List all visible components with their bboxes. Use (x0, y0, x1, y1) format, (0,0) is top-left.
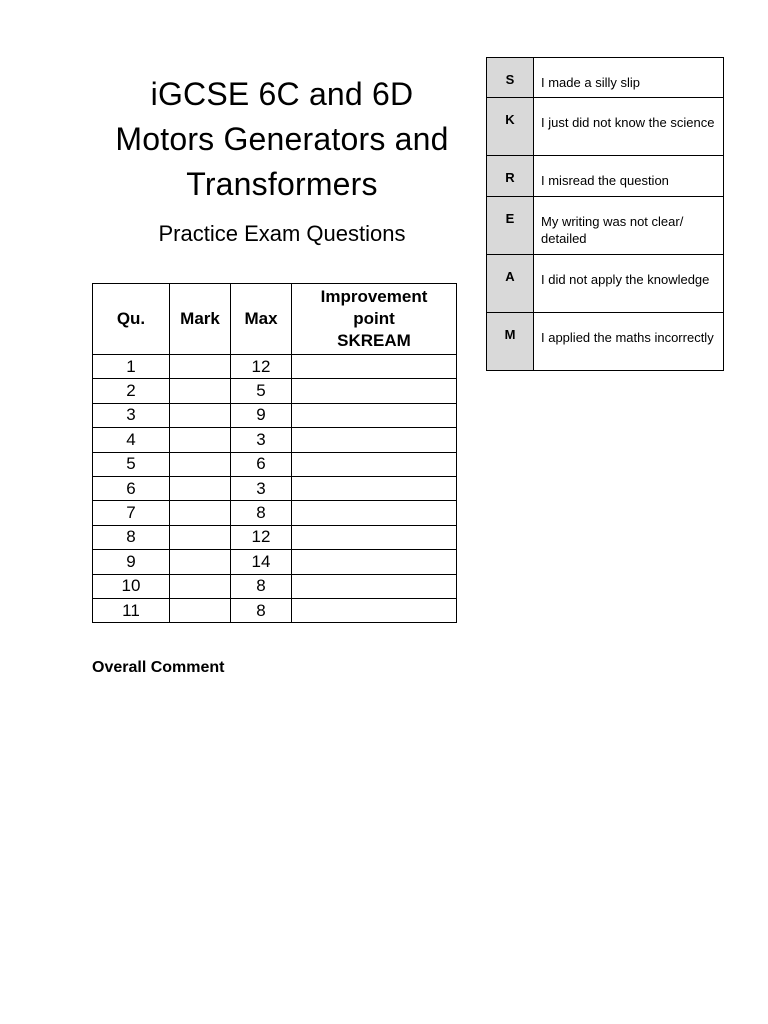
cell-max: 8 (231, 574, 292, 598)
table-row (93, 379, 457, 403)
cell-qu: 3 (93, 403, 170, 427)
cell-mark[interactable] (170, 452, 231, 476)
cell-mark[interactable] (170, 476, 231, 500)
cell-mark[interactable] (170, 379, 231, 403)
cell-qu: 7 (93, 501, 170, 525)
cell-max: 12 (231, 355, 292, 379)
cell-improvement[interactable] (292, 476, 457, 500)
cell-improvement[interactable] (292, 403, 457, 427)
cell-improvement[interactable] (292, 428, 457, 452)
cell-qu: 11 (93, 598, 170, 622)
key-row-s (487, 58, 724, 98)
table-row (93, 428, 457, 452)
table-row (93, 476, 457, 500)
cell-qu: 5 (93, 452, 170, 476)
key-row-e (487, 197, 724, 255)
cell-improvement[interactable] (292, 525, 457, 549)
cell-mark[interactable] (170, 403, 231, 427)
marks-table (92, 283, 457, 623)
cell-qu: 8 (93, 525, 170, 549)
marks-table-header-row (93, 284, 457, 355)
table-row (93, 403, 457, 427)
cell-mark[interactable] (170, 355, 231, 379)
table-row (93, 501, 457, 525)
cell-improvement[interactable] (292, 501, 457, 525)
cell-mark[interactable] (170, 525, 231, 549)
cell-max: 6 (231, 452, 292, 476)
key-code: A (487, 255, 534, 313)
header-improvement-line-3: SKREAM (337, 331, 411, 350)
key-code: K (487, 98, 534, 156)
cell-qu: 9 (93, 550, 170, 574)
key-description: I just did not know the science (534, 98, 724, 156)
cell-max: 14 (231, 550, 292, 574)
table-row (93, 452, 457, 476)
cell-mark[interactable] (170, 550, 231, 574)
page-subtitle: Practice Exam Questions (158, 221, 406, 246)
key-description: I made a silly slip (534, 58, 724, 98)
cell-qu: 10 (93, 574, 170, 598)
page-title-line-1: iGCSE 6C and 6D (150, 76, 414, 112)
overall-comment-label: Overall Comment (92, 659, 225, 676)
cell-improvement[interactable] (292, 550, 457, 574)
header-mark: Mark (170, 284, 231, 355)
header-qu: Qu. (93, 284, 170, 355)
key-row-m (487, 313, 724, 371)
key-description: I misread the question (534, 156, 724, 197)
cell-qu: 1 (93, 355, 170, 379)
cell-max: 3 (231, 476, 292, 500)
key-code: S (487, 58, 534, 98)
cell-max: 9 (231, 403, 292, 427)
cell-max: 3 (231, 428, 292, 452)
header-improvement-line-1: Improvement (320, 287, 428, 306)
table-row (93, 574, 457, 598)
title-block (90, 72, 474, 247)
key-code: M (487, 313, 534, 371)
header-improvement-line-2: point (353, 309, 395, 328)
cell-improvement[interactable] (292, 598, 457, 622)
cell-improvement[interactable] (292, 355, 457, 379)
key-row-k (487, 98, 724, 156)
cell-max: 12 (231, 525, 292, 549)
table-row (93, 355, 457, 379)
cell-mark[interactable] (170, 501, 231, 525)
cell-improvement[interactable] (292, 574, 457, 598)
page-title-line-3: Transformers (186, 166, 378, 202)
cell-qu: 6 (93, 476, 170, 500)
skream-key-table (486, 57, 724, 371)
key-description: I did not apply the knowledge (534, 255, 724, 313)
header-max: Max (231, 284, 292, 355)
cell-qu: 4 (93, 428, 170, 452)
cell-improvement[interactable] (292, 452, 457, 476)
cell-max: 8 (231, 598, 292, 622)
cell-mark[interactable] (170, 574, 231, 598)
cell-mark[interactable] (170, 428, 231, 452)
page-title-line-2: Motors Generators and (115, 121, 449, 157)
key-row-r (487, 156, 724, 197)
table-row (93, 550, 457, 574)
key-description: My writing was not clear/ detailed (534, 197, 724, 255)
cell-qu: 2 (93, 379, 170, 403)
key-code: E (487, 197, 534, 255)
key-row-a (487, 255, 724, 313)
table-row (93, 525, 457, 549)
table-row (93, 598, 457, 622)
cell-improvement[interactable] (292, 379, 457, 403)
header-improvement (292, 284, 457, 355)
cell-max: 5 (231, 379, 292, 403)
key-description: I applied the maths incorrectly (534, 313, 724, 371)
cell-max: 8 (231, 501, 292, 525)
key-code: R (487, 156, 534, 197)
cell-mark[interactable] (170, 598, 231, 622)
